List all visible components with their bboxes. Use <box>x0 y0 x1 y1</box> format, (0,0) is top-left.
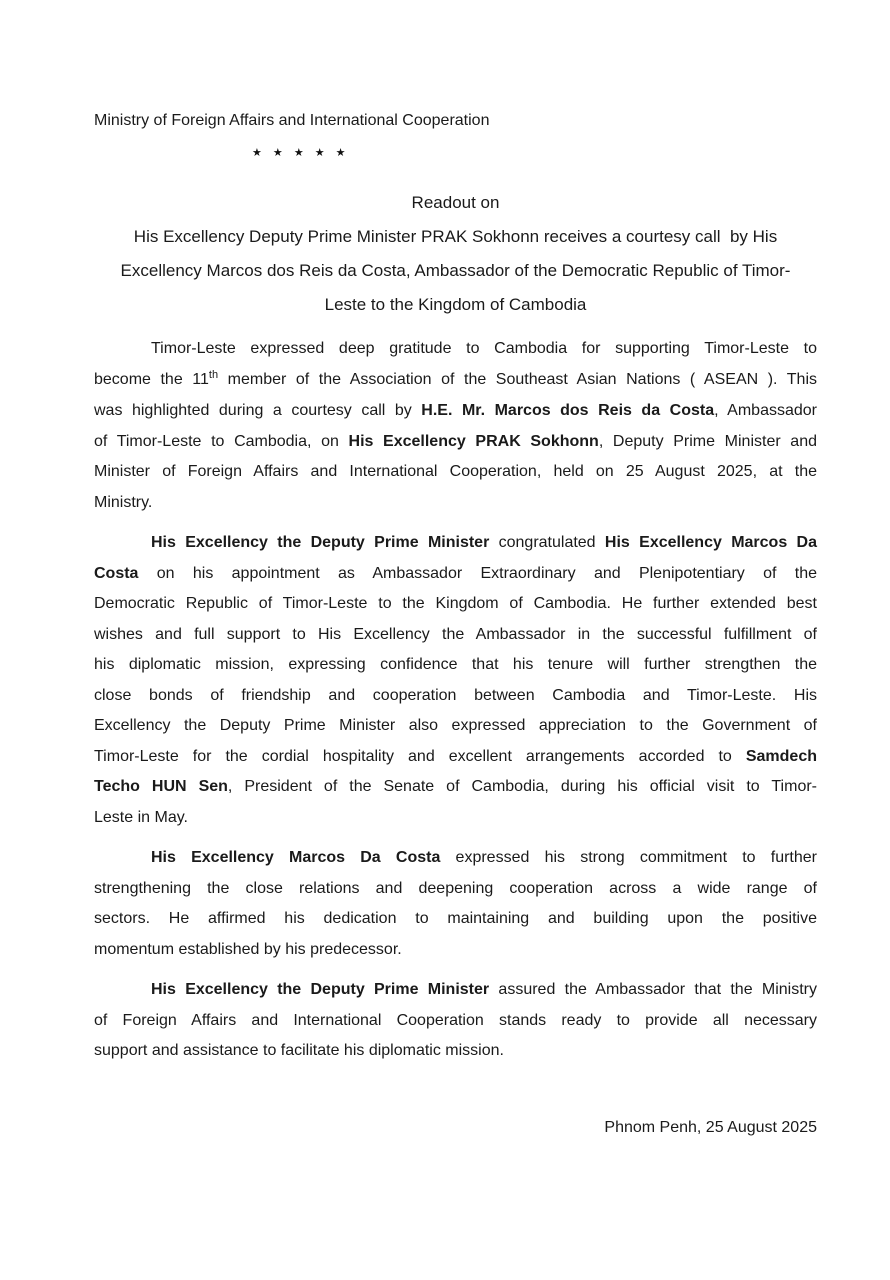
superscript-text: th <box>208 368 219 381</box>
paragraph-line <box>94 365 817 397</box>
body-paragraph <box>94 843 817 965</box>
title-line: Excellency Marcos dos Reis da Costa, Ambassador of the Democratic Republic of Timor- <box>120 261 791 280</box>
paragraph-line <box>94 843 817 874</box>
text-run: support and assistance to facilitate his diplomatic mission. <box>94 1042 504 1059</box>
document-title <box>94 186 817 322</box>
paragraph-line <box>94 772 817 803</box>
paragraph-line <box>94 457 817 488</box>
text-run: Excellency the Deputy Prime Minister also expressed appreciation to the Government of <box>94 717 817 734</box>
paragraph-line <box>94 559 817 590</box>
paragraph-line <box>94 427 817 458</box>
text-run: Timor-Leste expressed deep gratitude to Cambodia for supporting Timor-Leste to <box>151 340 817 357</box>
text-run: momentum established by his predecessor. <box>94 940 402 958</box>
bold-text: His Excellency PRAK Sokhonn <box>348 432 599 450</box>
text-run: his diplomatic mission, expressing confidence that his tenure will further strengthen the <box>94 656 817 673</box>
paragraph-line <box>94 589 817 620</box>
bold-text: H.E. Mr. Marcos dos Reis da Costa <box>421 402 715 419</box>
paragraph-line <box>94 874 817 905</box>
paragraph-line <box>94 650 817 681</box>
text-run: close bonds of friendship and cooperation between Cambodia and Timor-Leste. His <box>94 686 817 704</box>
title-line: His Excellency Deputy Prime Minister PRAK Sokhonn receives a courtesy call by His <box>133 227 778 246</box>
paragraph-line <box>94 803 817 834</box>
text-run: strengthening the close relations and deepening cooperation across a wide range of <box>94 879 817 897</box>
text-run: member of the Association of the Southeast Asian Nations ( ASEAN ). This <box>218 370 818 388</box>
signoff-date: Phnom Penh, 25 August 2025 <box>604 1118 817 1136</box>
text-run: Leste in May. <box>94 808 188 826</box>
bold-text: His Excellency Marcos Da <box>604 534 818 551</box>
paragraph-line <box>94 904 817 935</box>
text-run: become the 11 <box>94 370 209 388</box>
text-run: , Deputy Prime Minister and <box>598 432 817 450</box>
paragraph-line <box>94 681 817 712</box>
paragraph-line <box>94 488 817 519</box>
text-run: on his appointment as Ambassador Extraordinary and Plenipotentiary of the <box>138 564 817 582</box>
text-run: Timor-Leste for the cordial hospitality and excellent arrangements accorded to <box>94 747 746 765</box>
paragraph-line <box>94 528 817 559</box>
title-line: Leste to the Kingdom of Cambodia <box>324 295 587 314</box>
bold-text: His Excellency the Deputy Prime Minister <box>151 981 490 998</box>
paragraph-line <box>94 975 817 1006</box>
body-paragraph <box>94 528 817 833</box>
paragraph-line <box>94 711 817 742</box>
text-run: Democratic Republic of Timor-Leste to the Kingdom of Cambodia. He further extended best <box>94 595 817 612</box>
text-run: Minister of Foreign Affairs and International Cooperation, held on 25 August 2025, at the <box>94 463 817 480</box>
text-run: assured the Ambassador that the Ministry <box>489 981 818 998</box>
text-run: , President of the Senate of Cambodia, during his official visit to Timor- <box>227 778 817 795</box>
title-line: Readout on <box>411 193 500 212</box>
bold-text: Techo HUN Sen <box>94 778 228 795</box>
separator-stars: ★ ★ ★ ★ ★ <box>252 147 350 159</box>
ministry-header: Ministry of Foreign Affairs and International Cooperation <box>94 112 490 129</box>
text-run: Ministry. <box>94 493 153 511</box>
text-run: was highlighted during a courtesy call by <box>94 402 422 419</box>
text-run: of Foreign Affairs and International Cooperation stands ready to provide all necessary <box>94 1011 817 1029</box>
body-paragraph <box>94 334 817 518</box>
bold-text: His Excellency Marcos Da Costa <box>151 849 441 866</box>
text-run: wishes and full support to His Excellency the Ambassador in the successful fulfillment of <box>94 625 817 643</box>
paragraph-line <box>94 1036 817 1067</box>
paragraph-line <box>94 334 817 365</box>
text-run: of Timor-Leste to Cambodia, on <box>94 432 349 450</box>
document-body <box>94 334 817 1067</box>
body-paragraph <box>94 975 817 1067</box>
text-run: congratulated <box>489 534 605 551</box>
paragraph-line <box>94 620 817 651</box>
bold-text: Costa <box>94 564 139 582</box>
text-run: sectors. He affirmed his dedication to maintaining and building upon the positive <box>94 910 817 927</box>
text-run: , Ambassador <box>714 402 818 419</box>
paragraph-line <box>94 742 817 773</box>
paragraph-line <box>94 1006 817 1037</box>
paragraph-line <box>94 396 817 427</box>
paragraph-line <box>94 935 817 966</box>
bold-text: Samdech <box>745 747 817 765</box>
bold-text: His Excellency the Deputy Prime Minister <box>151 534 490 551</box>
text-run: expressed his strong commitment to further <box>440 849 818 866</box>
